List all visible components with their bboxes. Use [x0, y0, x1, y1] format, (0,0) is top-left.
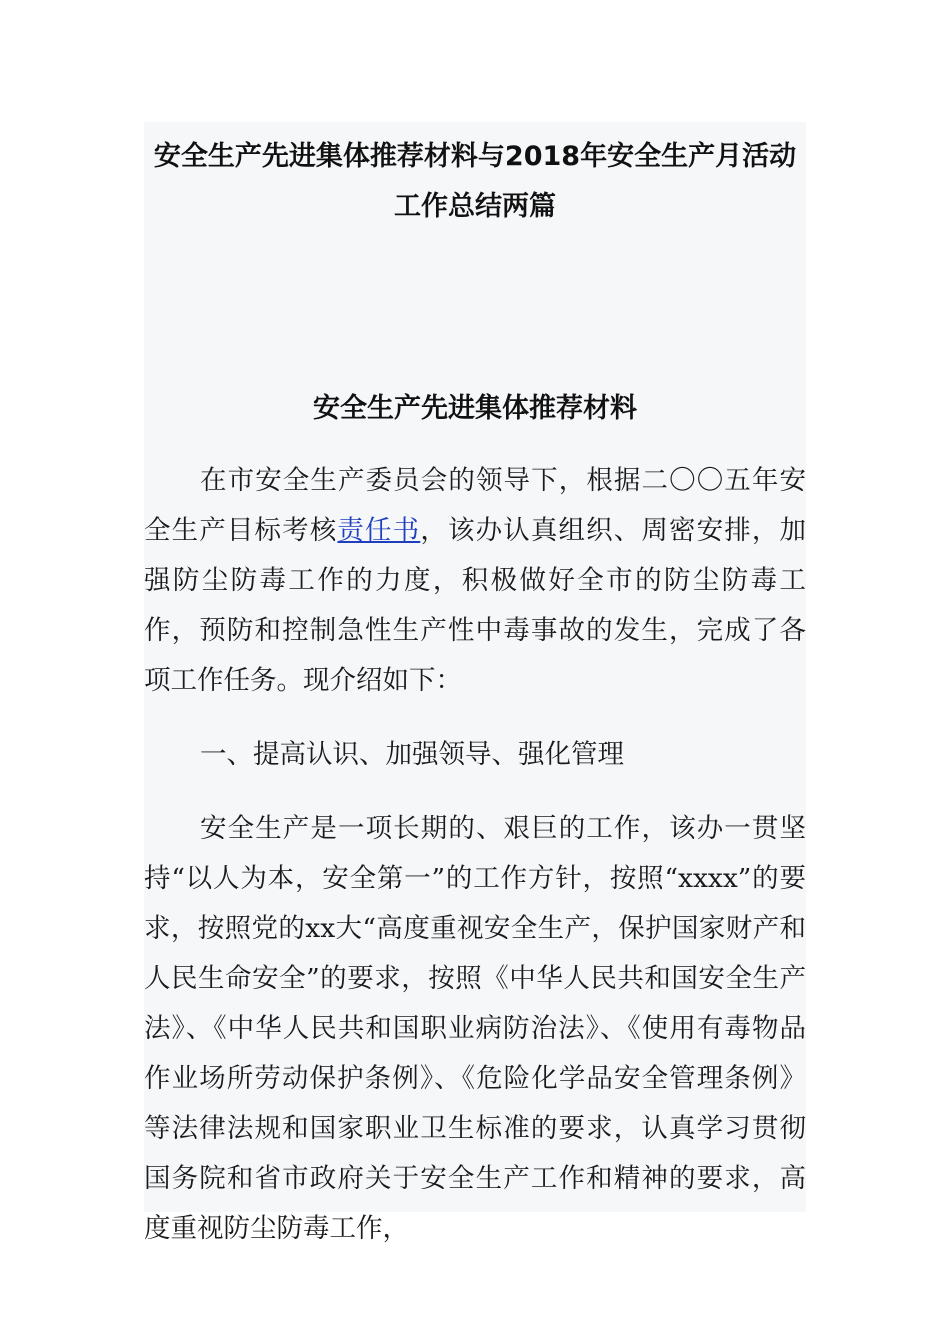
section-title: 安全生产先进集体推荐材料	[313, 393, 637, 424]
paragraph-body: 安全生产是一项长期的、艰巨的工作，该办一贯坚持“以人为本，安全第一”的工作方针，按照“xxxx”的要求，按照党的xx大“高度重视安全生产，保护国家财产和人民生命安全”的要求，按照《中华人民共和国安全生产法》、《中华人民共和国职业病防治法》、《使用有毒物品作业场所劳动保护条例》、《危险化学品安全管理条例》等法律法规和国家职业卫生标准的要求，认真学习贯彻国务院和省市政府关于安全生产工作和精神的要求，高度重视防尘防毒工作，	[144, 813, 806, 1244]
paragraph-intro	[144, 456, 806, 706]
document-title: 安全生产先进集体推荐材料与2018年安全生产月活动工作总结两篇	[153, 141, 797, 222]
subheading-one: 一、提高认识、加强领导、强化管理	[200, 739, 624, 770]
paragraph-intro-text-after: ，该办认真组织、周密安排，加强防尘防毒工作的力度，积极做好全市的防尘防毒工作，预防和控制急性生产性中毒事故的发生，完成了各项工作任务。现介绍如下：	[144, 515, 807, 696]
responsibility-link[interactable]: 责任书	[337, 515, 421, 546]
document-page	[144, 122, 807, 1244]
paragraph-intro-text-before: 在市安全生产委员会的领导下，根据二〇〇五年安全生产目标考核	[144, 465, 806, 546]
